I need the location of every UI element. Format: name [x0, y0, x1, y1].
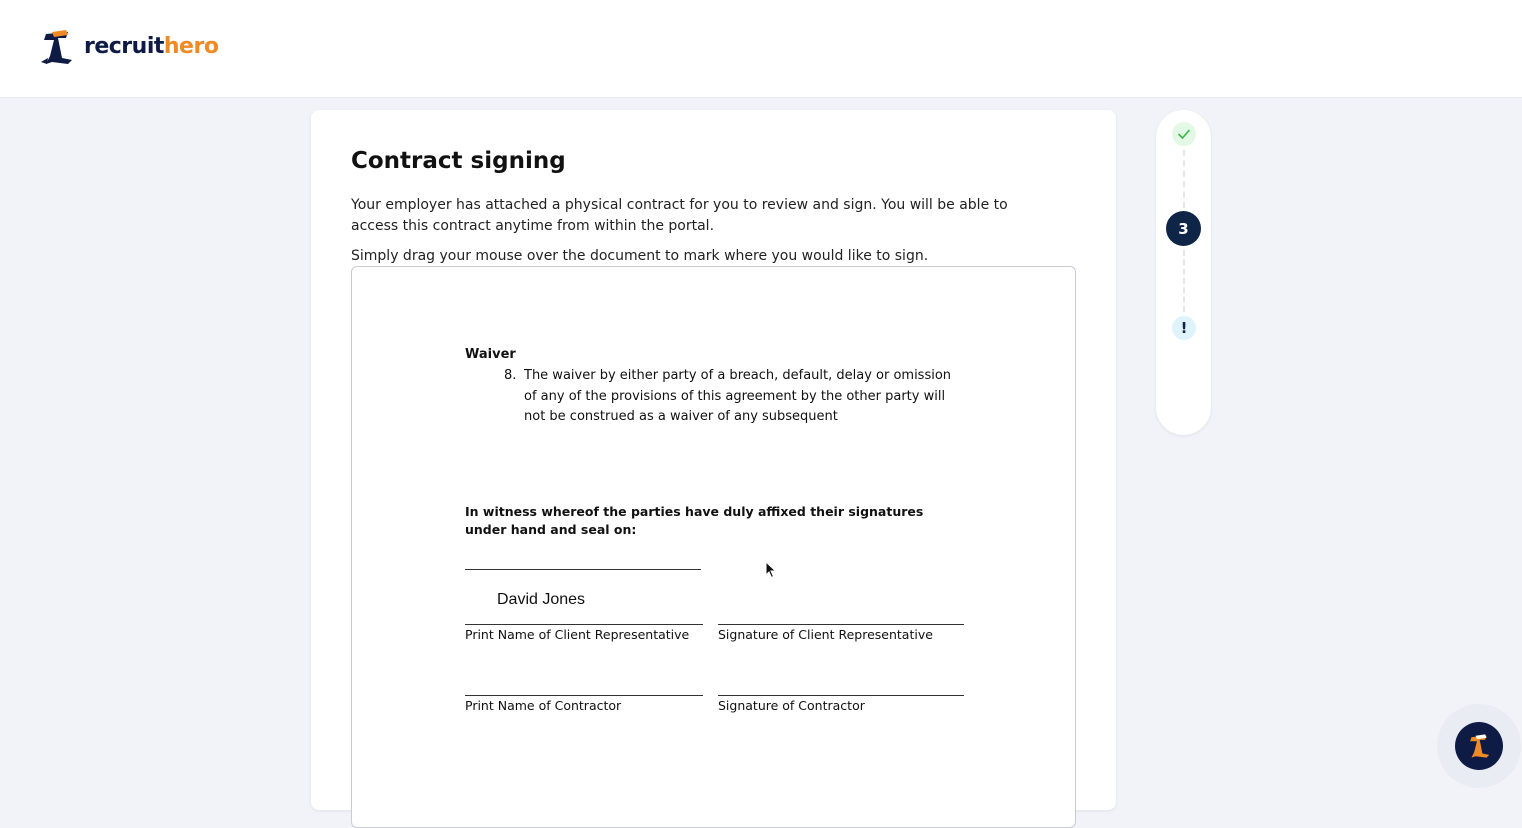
top-header [0, 0, 1522, 98]
client-signature-line[interactable] [718, 624, 964, 625]
mouse-cursor-icon [765, 561, 777, 579]
client-print-name-label: Print Name of Client Representative [465, 627, 690, 642]
contractor-print-name-line[interactable] [465, 695, 703, 696]
client-print-name-line[interactable] [465, 624, 703, 625]
check-icon [1177, 127, 1191, 141]
chat-widget-icon [1466, 733, 1492, 759]
date-line [465, 569, 701, 570]
witness-text: In witness whereof the parties have duly affixed their signatures under hand and seal on: [465, 504, 924, 537]
stepper-connector [1183, 250, 1185, 312]
step-current[interactable]: 3 [1166, 211, 1201, 246]
client-signature-label: Signature of Client Representative [718, 627, 933, 642]
brand-name-part1: recruit [84, 34, 164, 59]
contractor-print-name-label: Print Name of Contractor [465, 698, 622, 713]
step-pending-warning[interactable]: ! [1172, 316, 1196, 340]
brand-name-part2: hero [163, 34, 219, 59]
progress-stepper [1156, 110, 1211, 435]
recruithero-logo-icon [38, 28, 76, 66]
contractor-signature-line[interactable] [718, 695, 964, 696]
clause-number: 8. [504, 368, 517, 383]
client-print-name-value: David Jones [497, 591, 586, 608]
intro-text: Your employer has attached a physical contract for you to review and sign. You will be able to access this contract anytime from within the portal. [351, 197, 1008, 234]
chat-widget-button[interactable] [1455, 722, 1503, 770]
page-title: Contract signing [351, 148, 566, 174]
contract-document-viewer[interactable] [351, 266, 1076, 828]
brand-logo[interactable] [38, 28, 218, 66]
contractor-signature-label: Signature of Contractor [718, 698, 865, 713]
brand-wordmark [84, 28, 218, 66]
section-title: Waiver [465, 347, 516, 362]
contract-card [311, 110, 1116, 810]
step-completed[interactable] [1172, 122, 1196, 146]
stepper-connector [1183, 150, 1185, 208]
clause-text: The waiver by either party of a breach, default, delay or omission of any of the provisions of this agreement by the other party will not be construed as a waiver of any subsequent [524, 368, 952, 424]
instruction-text: Simply drag your mouse over the document to mark where you would like to sign. [351, 248, 929, 264]
